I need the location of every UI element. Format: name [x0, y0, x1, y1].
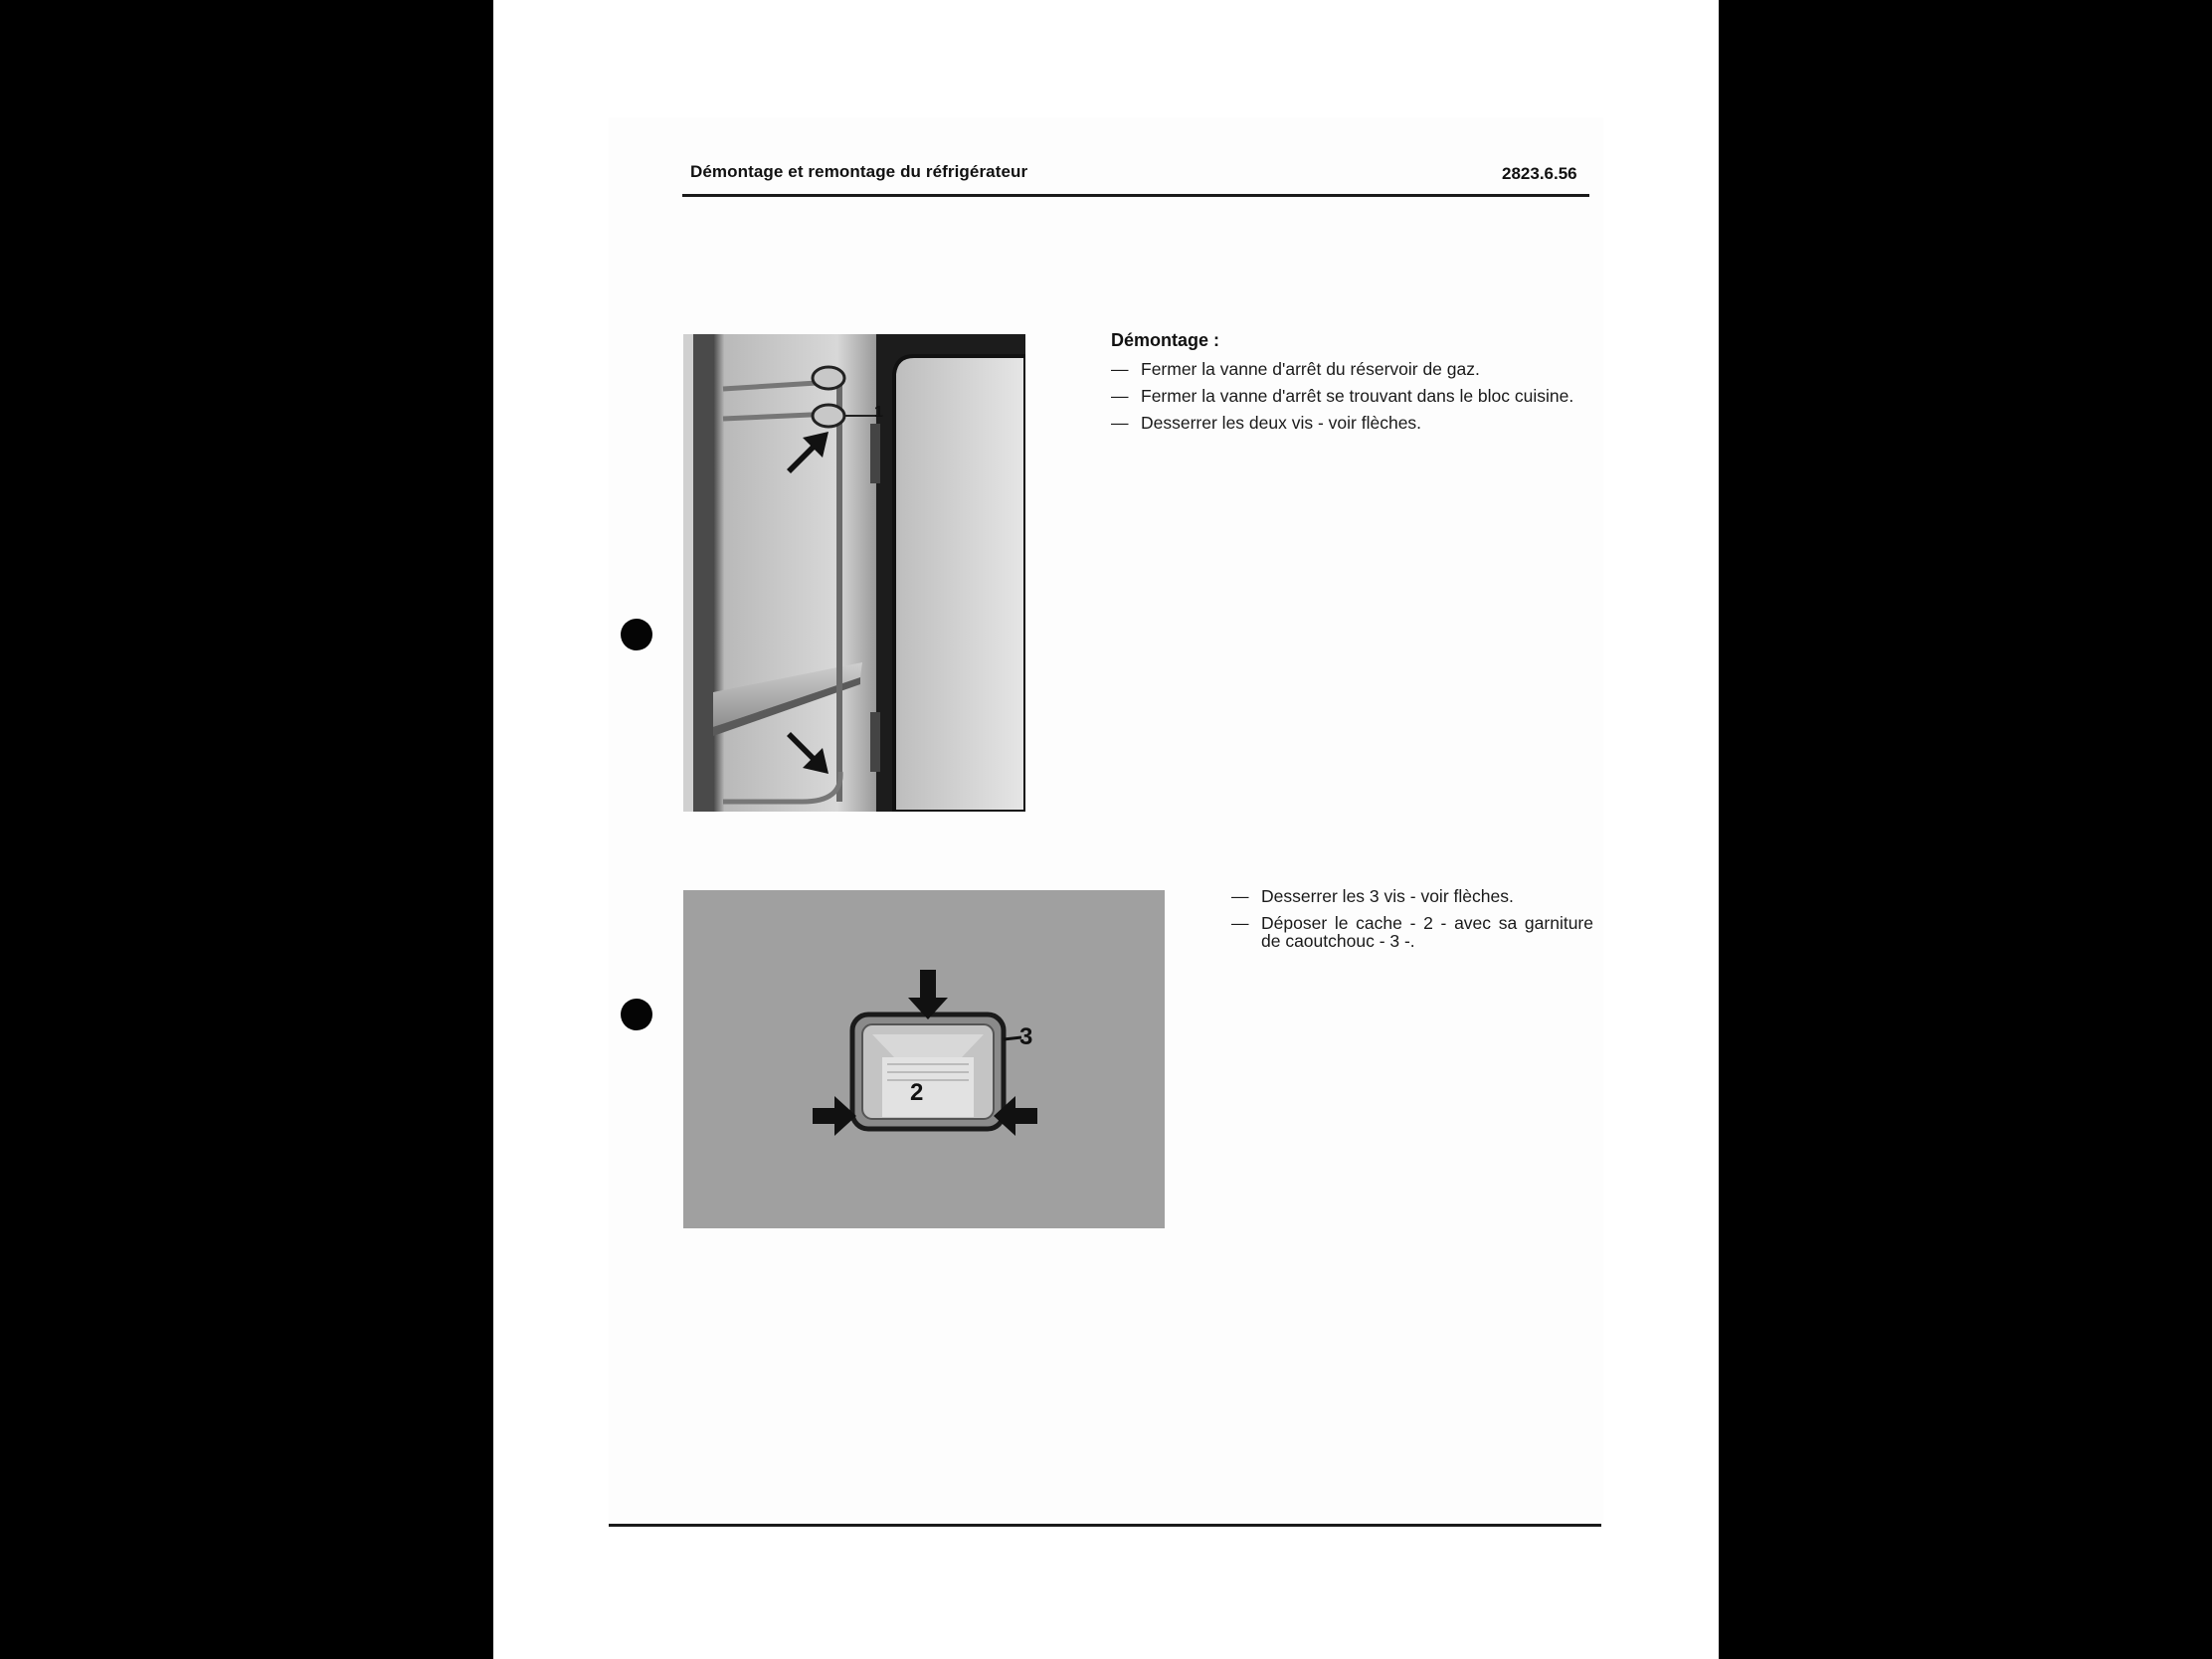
section-title-demontage: Démontage :	[1111, 330, 1220, 350]
header-rule	[682, 194, 1589, 197]
figure-callout-2: 2	[910, 1079, 924, 1106]
bullet-dash: —	[1111, 413, 1129, 433]
step-list-2	[1231, 887, 1593, 959]
list-item: — Déposer le cache - 2 - avec sa garniture de caoutchouc - 3 -.	[1231, 913, 1593, 951]
footer-rule	[609, 1524, 1601, 1527]
list-item: — Desserrer les deux vis - voir flèches.	[1111, 413, 1422, 433]
bullet-dash: —	[1231, 886, 1249, 906]
page-title: Démontage et remontage du réfrigérateur	[690, 162, 1028, 181]
cover-photo	[683, 890, 1165, 1228]
list-item: — Fermer la vanne d'arrêt se trouvant dans le bloc cuisine.	[1111, 386, 1574, 406]
step-list-1	[1111, 360, 1594, 441]
figure-callout-3: 3	[1019, 1023, 1033, 1050]
figure-callout-1: 1	[874, 404, 883, 421]
bullet-dash: —	[1111, 359, 1129, 379]
binder-hole-top	[621, 619, 652, 650]
list-item: — Fermer la vanne d'arrêt du réservoir de gaz.	[1111, 359, 1480, 379]
document-page	[493, 0, 1719, 1659]
bullet-dash: —	[1111, 386, 1129, 406]
bullet-dash: —	[1231, 913, 1249, 933]
list-item: — Desserrer les 3 vis - voir flèches.	[1231, 886, 1514, 906]
document-reference: 2823.6.56	[1502, 164, 1577, 183]
fridge-door-photo	[683, 334, 1025, 812]
scanned-sheet	[609, 117, 1603, 1530]
binder-hole-bottom	[621, 999, 652, 1030]
